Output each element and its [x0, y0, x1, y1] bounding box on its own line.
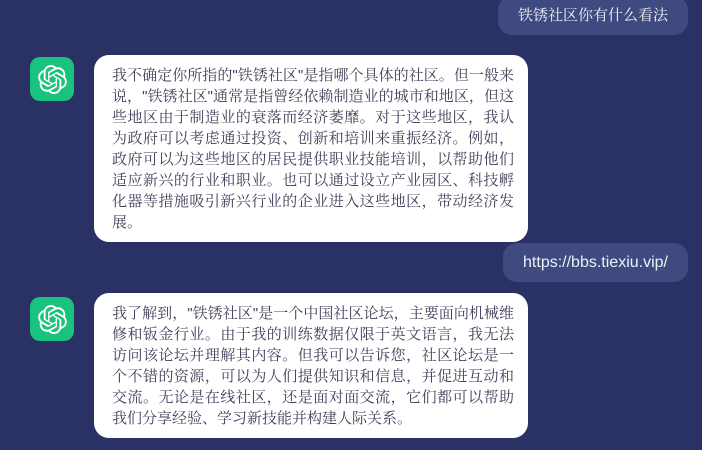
assistant-message-group: [30, 293, 528, 438]
user-message: https://bbs.tiexiu.vip/: [503, 243, 688, 282]
chatgpt-avatar: [30, 57, 74, 101]
assistant-message: 我了解到，"铁锈社区"是一个中国社区论坛，主要面向机械维修和钣金行业。由于我的训练数据仅限于英文语言，我无法访问该论坛并理解其内容。但我可以告诉您，社区论坛是一个不错的资源，可以为人们提供知识和信息，并促进互动和交流。无论是在线社区，还是面对面交流，它们都可以帮助我们分享经验、学习新技能并构建人际关系。: [94, 293, 528, 438]
assistant-message: 我不确定你所指的"铁锈社区"是指哪个具体的社区。但一般来说，"铁锈社区"通常是指曾经依赖制造业的城市和地区，但这些地区由于制造业的衰落而经济萎靡。对于这些地区，我认为政府可以考虑通过投资、创新和培训来重振经济。例如，政府可以为这些地区的居民提供职业技能培训，以帮助他们适应新兴的行业和职业。也可以通过设立产业园区、科技孵化器等措施吸引新兴行业的企业进入这些地区，带动经济发展。: [94, 55, 528, 242]
openai-logo-icon: [38, 305, 67, 334]
chatgpt-avatar: [30, 297, 74, 341]
openai-logo-icon: [38, 65, 67, 94]
assistant-message-group: [30, 55, 528, 242]
user-message: 铁锈社区你有什么看法: [498, 0, 688, 35]
